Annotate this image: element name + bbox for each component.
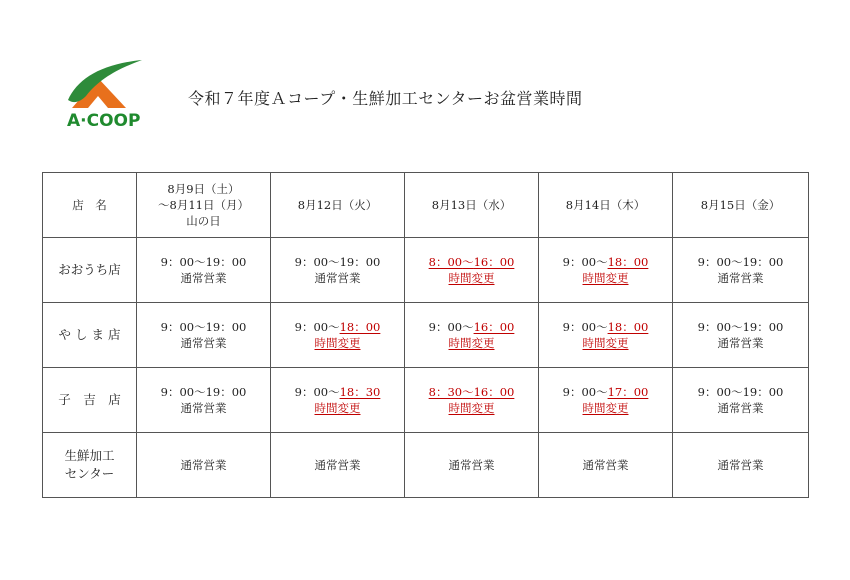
store-name-line: 生鮮加工 xyxy=(64,448,115,463)
hours-open: 9：00 xyxy=(160,255,195,269)
hours-cell xyxy=(539,238,673,303)
logo-text: A·COOP xyxy=(67,111,141,131)
store-name: 子 吉 店 xyxy=(43,368,137,433)
hours-close: 18：00 xyxy=(607,255,649,269)
status-label: 時間変更 xyxy=(314,401,361,415)
status-label: 通常営業 xyxy=(717,336,764,350)
hours-range xyxy=(407,384,536,400)
table-row xyxy=(43,368,809,433)
hours-sep: 〜 xyxy=(462,320,474,334)
business-hours-table xyxy=(42,172,809,498)
hours-cell xyxy=(271,303,405,368)
hours-close: 19：00 xyxy=(205,385,247,399)
hours-sep: 〜 xyxy=(596,385,608,399)
hours-close: 17：00 xyxy=(607,385,649,399)
status-label: 通常営業 xyxy=(717,401,764,415)
hours-cell xyxy=(673,368,809,433)
date-cell-4: 8月15日（金） xyxy=(673,173,809,238)
hours-cell xyxy=(271,433,405,498)
hours-cell xyxy=(539,368,673,433)
status-label: 通常営業 xyxy=(180,458,227,472)
hours-sep: 〜 xyxy=(194,255,206,269)
hours-sep: 〜 xyxy=(194,320,206,334)
hours-close: 18：00 xyxy=(339,320,381,334)
hours-range xyxy=(675,254,806,270)
status-label: 通常営業 xyxy=(180,336,227,350)
table-row xyxy=(43,238,809,303)
hours-sep: 〜 xyxy=(731,385,743,399)
hours-close: 19：00 xyxy=(205,255,247,269)
hours-sep: 〜 xyxy=(462,255,474,269)
hours-cell xyxy=(137,303,271,368)
status-label: 時間変更 xyxy=(582,271,629,285)
hours-sep: 〜 xyxy=(731,255,743,269)
hours-range xyxy=(273,319,402,335)
hours-open: 9：00 xyxy=(562,255,597,269)
hours-range xyxy=(541,254,670,270)
hours-open: 9：00 xyxy=(697,320,732,334)
hours-range xyxy=(675,319,806,335)
hours-close: 19：00 xyxy=(742,255,784,269)
date-line: 〜8月11日（月） xyxy=(158,198,249,212)
hours-close: 16：00 xyxy=(473,385,515,399)
hours-open: 9：00 xyxy=(697,255,732,269)
hours-open: 9：00 xyxy=(160,320,195,334)
hours-close: 16：00 xyxy=(473,255,515,269)
hours-open: 9：00 xyxy=(562,385,597,399)
status-label: 時間変更 xyxy=(448,336,495,350)
table-row xyxy=(43,303,809,368)
hours-range xyxy=(139,254,268,270)
date-cell-1: 8月12日（火） xyxy=(271,173,405,238)
store-name xyxy=(43,433,137,498)
hours-range xyxy=(407,319,536,335)
hours-sep: 〜 xyxy=(328,320,340,334)
status-label: 通常営業 xyxy=(717,458,764,472)
hours-range xyxy=(675,384,806,400)
hours-sep: 〜 xyxy=(328,385,340,399)
hours-open: 9：00 xyxy=(697,385,732,399)
page-title: 令和７年度Ａコープ・生鮮加工センターお盆営業時間 xyxy=(188,89,583,108)
acoop-logo xyxy=(64,56,146,136)
hours-close: 19：00 xyxy=(339,255,381,269)
hours-open: 9：00 xyxy=(294,320,329,334)
hours-close: 19：00 xyxy=(742,320,784,334)
status-label: 通常営業 xyxy=(180,401,227,415)
hours-sep: 〜 xyxy=(731,320,743,334)
hours-cell xyxy=(673,238,809,303)
hours-close: 19：00 xyxy=(742,385,784,399)
status-label: 通常営業 xyxy=(717,271,764,285)
hours-open: 9：00 xyxy=(562,320,597,334)
hours-cell xyxy=(405,303,539,368)
status-label: 通常営業 xyxy=(180,271,227,285)
table-row xyxy=(43,433,809,498)
status-label: 時間変更 xyxy=(314,336,361,350)
date-cell-3: 8月14日（木） xyxy=(539,173,673,238)
hours-open: 9：00 xyxy=(294,385,329,399)
hours-open: 8：00 xyxy=(428,255,463,269)
date-line: 8月9日（土） xyxy=(167,182,240,196)
hours-open: 8：30 xyxy=(428,385,463,399)
hours-cell xyxy=(271,238,405,303)
hours-cell xyxy=(405,238,539,303)
hours-close: 18：00 xyxy=(607,320,649,334)
store-name: おおうち店 xyxy=(43,238,137,303)
status-label: 通常営業 xyxy=(314,271,361,285)
hours-sep: 〜 xyxy=(596,320,608,334)
status-label: 通常営業 xyxy=(582,458,629,472)
hours-range xyxy=(139,384,268,400)
hours-sep: 〜 xyxy=(596,255,608,269)
hours-open: 9：00 xyxy=(160,385,195,399)
hours-cell xyxy=(539,303,673,368)
hours-sep: 〜 xyxy=(194,385,206,399)
hours-close: 19：00 xyxy=(205,320,247,334)
hours-range xyxy=(273,384,402,400)
hours-cell xyxy=(539,433,673,498)
hours-range xyxy=(273,254,402,270)
hours-cell xyxy=(271,368,405,433)
status-label: 時間変更 xyxy=(448,401,495,415)
date-cell-2: 8月13日（水） xyxy=(405,173,539,238)
hours-open: 9：00 xyxy=(294,255,329,269)
hours-sep: 〜 xyxy=(462,385,474,399)
store-name-line: センター xyxy=(64,466,115,481)
hours-open: 9：00 xyxy=(428,320,463,334)
status-label: 時間変更 xyxy=(582,401,629,415)
status-label: 時間変更 xyxy=(582,336,629,350)
store-name: や し ま 店 xyxy=(43,303,137,368)
hours-cell xyxy=(137,238,271,303)
status-label: 通常営業 xyxy=(314,458,361,472)
status-label: 通常営業 xyxy=(448,458,495,472)
acoop-logo-icon xyxy=(64,56,146,114)
hours-sep: 〜 xyxy=(328,255,340,269)
table-header-row xyxy=(43,173,809,238)
hours-cell xyxy=(673,433,809,498)
corner-cell: 店 名 xyxy=(43,173,137,238)
hours-cell xyxy=(673,303,809,368)
hours-cell xyxy=(137,433,271,498)
hours-cell xyxy=(405,368,539,433)
hours-range xyxy=(541,384,670,400)
date-note: 山の日 xyxy=(186,214,221,228)
hours-range xyxy=(407,254,536,270)
hours-cell xyxy=(405,433,539,498)
hours-close: 18：30 xyxy=(339,385,381,399)
hours-range xyxy=(139,319,268,335)
hours-close: 16：00 xyxy=(473,320,515,334)
hours-range xyxy=(541,319,670,335)
hours-cell xyxy=(137,368,271,433)
status-label: 時間変更 xyxy=(448,271,495,285)
date-cell-0 xyxy=(137,173,271,238)
